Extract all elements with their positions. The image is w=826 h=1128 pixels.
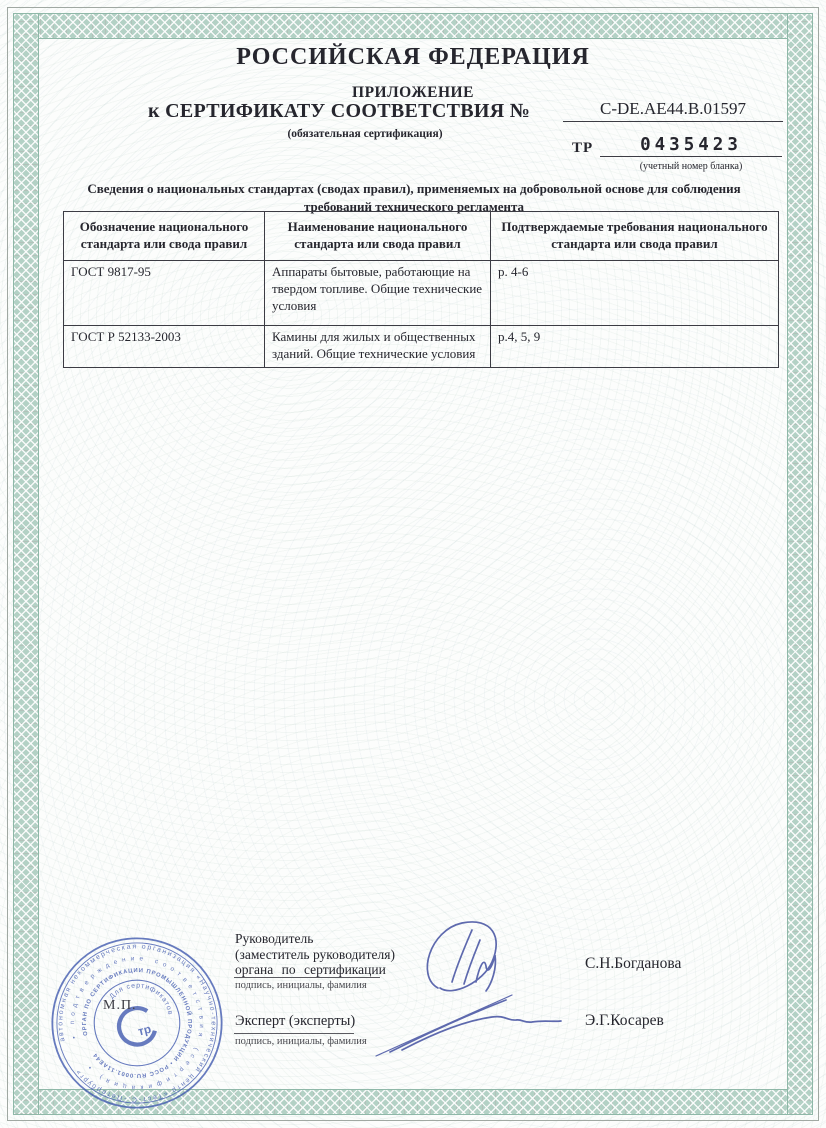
expert-name: Э.Г.Косарев <box>585 1012 664 1029</box>
blank-registration-number: 0435423 <box>600 135 782 157</box>
guilloche-border-right <box>787 13 813 1115</box>
guilloche-border-top <box>13 13 813 39</box>
col-header-name: Наименование национального стандарта или свода правил <box>265 212 491 261</box>
cell-standard-designation: ГОСТ 9817-95 <box>64 261 265 326</box>
mandatory-certification-note: (обязательная сертификация) <box>287 128 443 140</box>
leader-signature-caption: подпись, инициалы, фамилия <box>235 980 367 991</box>
stamp-outer-ring-text: автономная некоммерческая организация «Научно-технический центр «Тест-С.-Петербург» <box>57 943 217 1103</box>
place-of-seal-mark: М.П. <box>103 998 137 1013</box>
leader-signature-label <box>235 931 410 978</box>
col-header-requirements: Подтверждаемые требования национального стандарта или свода правил <box>491 212 779 261</box>
stamp-middle-ring-text: • подтверждение соответствия (сертификация) • <box>69 955 205 1091</box>
col-header-designation: Обозначение национального стандарта или свода правил <box>64 212 265 261</box>
country-title: РОССИЙСКАЯ ФЕДЕРАЦИЯ <box>236 44 590 70</box>
leader-label-line1: Руководитель <box>235 931 314 946</box>
leader-name: С.Н.Богданова <box>585 955 682 972</box>
cell-standard-designation: ГОСТ Р 52133-2003 <box>64 326 265 368</box>
stamp-logo-letters: тр <box>136 1021 153 1039</box>
cell-standard-name: Аппараты бытовые, работающие на твердом топливе. Общие технические условия <box>265 261 491 326</box>
certificate-line-label: к СЕРТИФИКАТУ СООТВЕТСТВИЯ № <box>148 100 531 122</box>
stamp-for-certificates-text: Для сертификатов <box>108 982 174 1016</box>
cell-standard-name: Камины для жилых и общественных зданий. Общие технические условия <box>265 326 491 368</box>
expert-signature-label: Эксперт (эксперты) <box>235 1013 356 1029</box>
cell-standard-requirements: р.4, 5, 9 <box>491 326 779 368</box>
blank-number-caption: (учетный номер бланка) <box>639 161 743 172</box>
expert-signature-line <box>234 1033 354 1034</box>
expert-signature-caption: подпись, инициалы, фамилия <box>235 1036 367 1047</box>
certification-body-stamp <box>46 932 228 1114</box>
cell-standard-requirements: р. 4-6 <box>491 261 779 326</box>
stamp-seal-graphic <box>46 932 228 1114</box>
leader-label-line3: органа по сертификации <box>235 962 386 978</box>
leader-label-line2: (заместитель руководителя) <box>235 946 395 962</box>
table-intro-text: Сведения о национальных стандартах (сводах правил), применяемых на добровольной основе для соблюдения требований технического регламента <box>87 181 741 214</box>
standards-table <box>63 211 779 368</box>
stamp-inner-ring-text: ОРГАН ПО СЕРТИФИКАЦИИ ПРОМЫШЛЕННОЙ ПРОДУКЦИИ • РОСС RU.0001.11АЕ44 <box>82 968 193 1079</box>
annex-title: ПРИЛОЖЕНИЕ <box>352 84 474 101</box>
certificate-number-value: C-DE.AE44.B.01597 <box>563 99 783 122</box>
tr-label: ТР <box>572 140 594 156</box>
table-row <box>64 261 779 326</box>
svg-text:• подтверждение соответствия ( <box>55 941 219 1105</box>
guilloche-border-left <box>13 13 39 1115</box>
leader-signature-line <box>234 977 380 978</box>
table-header-row <box>64 212 779 261</box>
table-row <box>64 326 779 368</box>
